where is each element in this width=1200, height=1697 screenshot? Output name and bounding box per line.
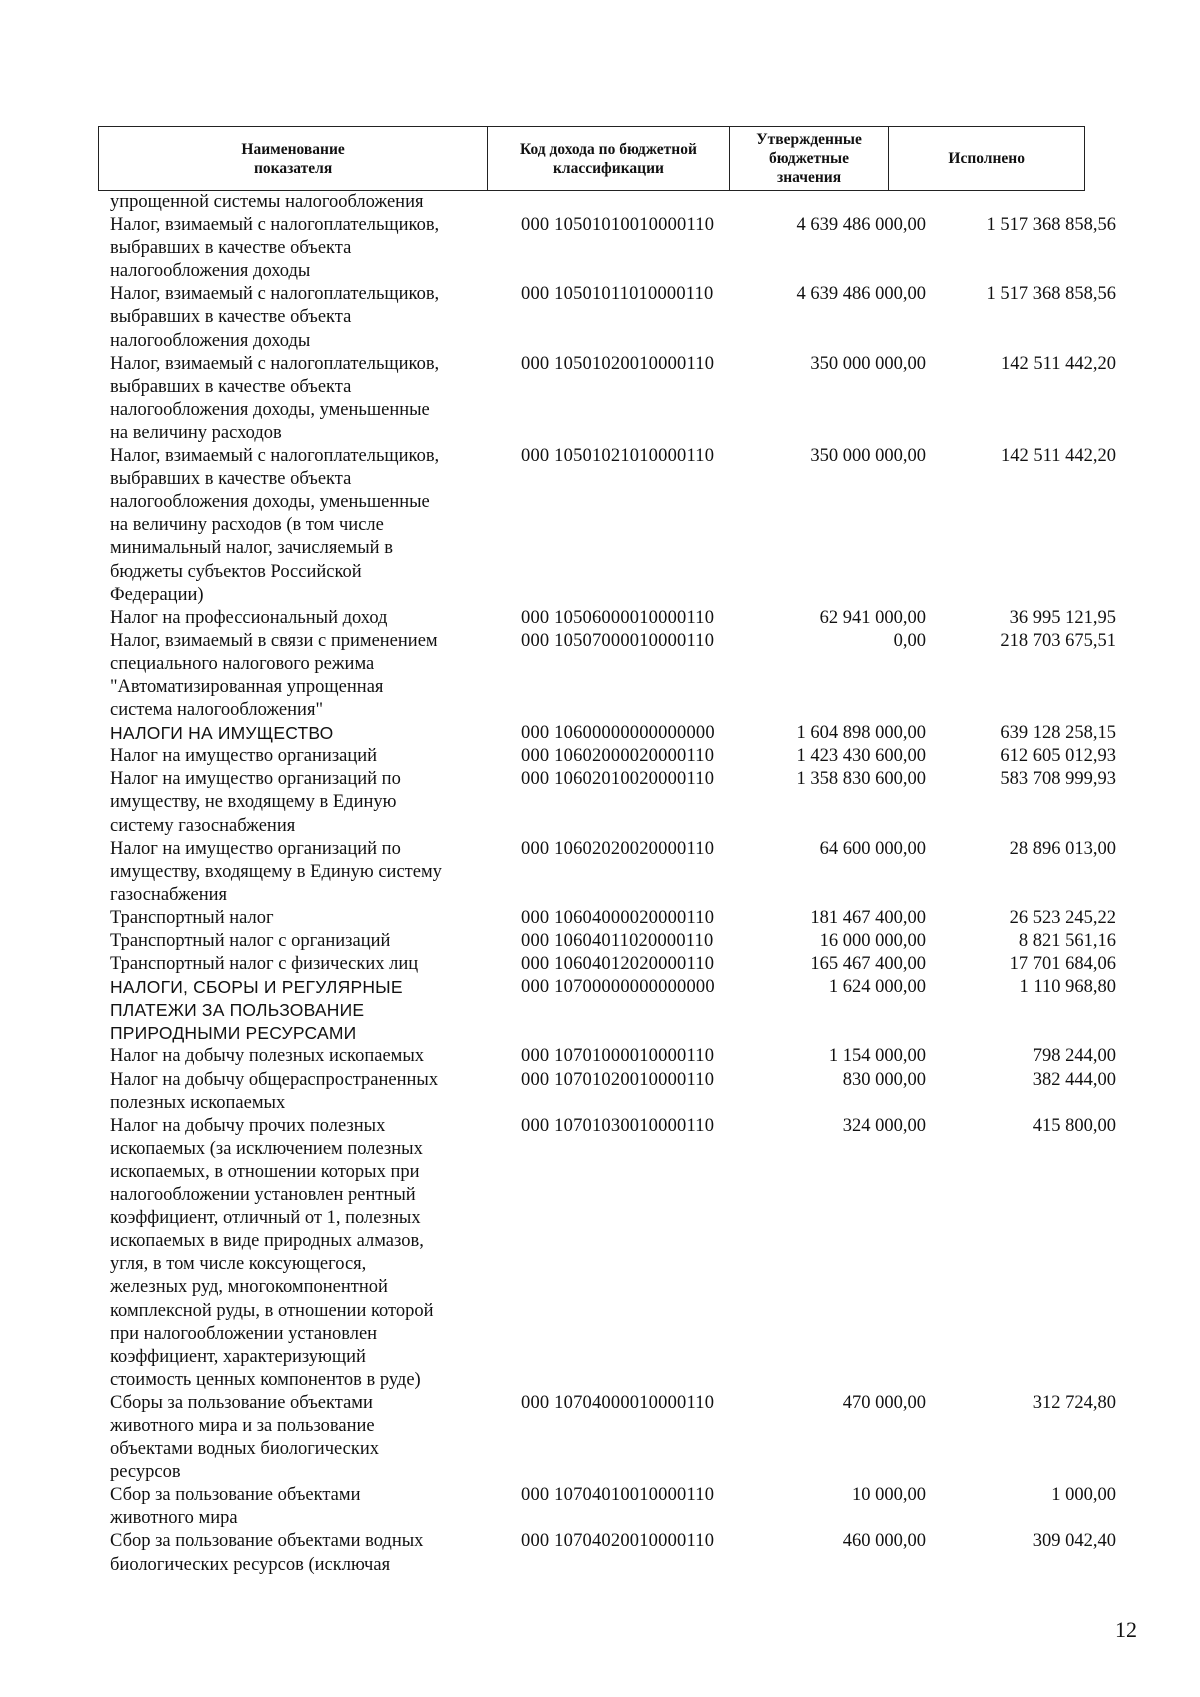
row-approved-value: 64 600 000,00: [819, 838, 926, 859]
row-indicator-name: [110, 283, 515, 352]
row-name-line: налогообложения доходы, уменьшенные: [110, 492, 430, 513]
table-row: [110, 353, 1120, 445]
row-executed-value: 798 244,00: [1032, 1046, 1116, 1067]
row-name-line: Налог, взимаемый с налогоплательщиков,: [110, 353, 440, 374]
row-indicator-name: [110, 630, 515, 722]
table-row: [110, 768, 1120, 837]
row-name-line: комплексной руды, в отношении которой: [110, 1300, 434, 1321]
row-indicator-name: [110, 1484, 515, 1530]
table-row: [110, 630, 1120, 722]
row-approved-value: 324 000,00: [842, 1115, 926, 1136]
row-name-line: систему газоснабжения: [110, 815, 296, 836]
row-name-line: стоимость ценных компонентов в руде): [110, 1369, 421, 1390]
row-executed-value: 312 724,80: [1032, 1392, 1116, 1413]
row-indicator-name: [110, 745, 515, 768]
row-income-code: 000 10507000010000110: [521, 630, 715, 651]
row-name-line: железных руд, многокомпонентной: [110, 1277, 388, 1298]
row-name-line: выбравших в качестве объекта: [110, 376, 352, 397]
row-executed-value: 36 995 121,95: [1009, 607, 1116, 628]
row-indicator-name: [110, 1045, 515, 1068]
row-approved-value: 1 423 430 600,00: [796, 746, 926, 767]
row-income-code: 000 10602020020000110: [521, 838, 715, 859]
table-row: [110, 1115, 1120, 1392]
row-name-line: выбравших в качестве объекта: [110, 238, 352, 259]
table-row: [110, 1045, 1120, 1068]
row-executed-value: [926, 191, 1116, 214]
table-row: [110, 1069, 1120, 1115]
row-executed-value: 382 444,00: [1032, 1069, 1116, 1090]
row-name-line: имуществу, не входящему в Единую: [110, 792, 397, 813]
header-approved-column: [730, 127, 890, 190]
row-indicator-name: [110, 838, 515, 907]
row-name-line: Налог на профессиональный доход: [110, 607, 388, 628]
row-name-line: Транспортный налог: [110, 907, 274, 928]
table-row: [110, 953, 1120, 976]
row-executed-value: 26 523 245,22: [1009, 907, 1116, 928]
row-name-line: выбравших в качестве объекта: [110, 469, 352, 490]
row-name-line: Налог на добычу общераспространенных: [110, 1069, 439, 1090]
row-income-code: 000 10600000000000000: [521, 723, 715, 744]
row-name-line: угля, в том числе коксующегося,: [110, 1254, 367, 1275]
row-executed-value: 583 708 999,93: [1000, 769, 1116, 790]
row-name-line: Налог, взимаемый в связи с применением: [110, 630, 438, 651]
table-row: [110, 214, 1120, 283]
row-name-line: ПЛАТЕЖИ ЗА ПОЛЬЗОВАНИЕ: [110, 1000, 365, 1021]
header-executed-column: [889, 127, 1084, 190]
row-executed-value: 612 605 012,93: [1000, 746, 1116, 767]
row-indicator-name: [110, 191, 515, 214]
row-approved-value: 16 000 000,00: [819, 931, 926, 951]
table-row: [110, 745, 1120, 768]
row-name-line: на величину расходов (в том числе: [110, 515, 384, 536]
table-header: [98, 126, 1085, 191]
row-approved-value: 1 154 000,00: [828, 1046, 926, 1067]
row-name-line: система налогообложения": [110, 700, 324, 721]
table-row: [110, 722, 1120, 745]
row-name-line: бюджеты субъектов Российской: [110, 561, 362, 582]
row-income-code: 000 10704000010000110: [521, 1392, 715, 1413]
row-approved-value: 460 000,00: [842, 1531, 926, 1552]
table-row: [110, 1484, 1120, 1530]
row-name-line: Налог на добычу полезных ископаемых: [110, 1046, 425, 1067]
table-row: [110, 930, 1120, 953]
row-indicator-name: [110, 1530, 515, 1576]
row-name-line: животного мира: [110, 1508, 238, 1529]
table-row: [110, 607, 1120, 630]
page-number: 12: [1115, 1617, 1137, 1642]
row-name-line: Налог, взимаемый с налогоплательщиков,: [110, 446, 440, 467]
row-name-line: ископаемых в виде природных алмазов,: [110, 1231, 424, 1252]
header-code-line: Код дохода по бюджетной: [520, 140, 697, 158]
row-name-line: коэффициент, отличный от 1, полезных: [110, 1208, 421, 1229]
row-approved-value: 0,00: [893, 630, 926, 651]
row-income-code: 000 10501020010000110: [521, 353, 715, 374]
row-name-line: на величину расходов: [110, 422, 282, 443]
row-name-line: объектами водных биологических: [110, 1439, 380, 1460]
row-name-line: Налог, взимаемый с налогоплательщиков,: [110, 284, 440, 305]
row-name-line: ископаемых, в отношении которых при: [110, 1161, 420, 1182]
table-row: [110, 445, 1120, 607]
row-name-line: Сбор за пользование объектами: [110, 1485, 361, 1506]
row-name-line: налогообложении установлен рентный: [110, 1185, 416, 1206]
row-approved-value: 62 941 000,00: [819, 607, 926, 628]
row-executed-value: 1 517 368 858,56: [986, 215, 1116, 236]
row-name-line: специального налогового режима: [110, 653, 375, 674]
row-income-code: 000 10701000010000110: [521, 1046, 715, 1067]
row-indicator-name: [110, 1392, 515, 1484]
row-indicator-name: [110, 607, 515, 630]
row-income-code: 000 10704020010000110: [521, 1531, 715, 1552]
row-name-line: НАЛОГИ НА ИМУЩЕСТВО: [110, 723, 334, 744]
row-income-code: 000 10602000020000110: [521, 746, 715, 767]
row-approved-value: 4 639 486 000,00: [796, 215, 926, 236]
row-approved-value: 830 000,00: [842, 1069, 926, 1090]
row-indicator-name: [110, 1115, 515, 1392]
row-name-line: полезных ископаемых: [110, 1092, 286, 1113]
row-indicator-name: [110, 722, 515, 745]
row-name-line: минимальный налог, зачисляемый в: [110, 538, 393, 559]
row-income-code: 000 10701020010000110: [521, 1069, 715, 1090]
header-name-line: Наименование: [241, 140, 345, 158]
table-row: [110, 1392, 1120, 1484]
row-executed-value: 1 110 968,80: [1019, 977, 1116, 998]
table-body: [110, 191, 1120, 1577]
row-approved-value: 4 639 486 000,00: [796, 284, 926, 305]
table-row: [110, 191, 1120, 214]
row-approved-value: 470 000,00: [842, 1392, 926, 1413]
row-name-line: Налог на добычу прочих полезных: [110, 1115, 386, 1136]
row-name-line: Налог на имущество организаций по: [110, 769, 401, 790]
table-row: [110, 838, 1120, 907]
row-executed-value: 1 000,00: [1051, 1485, 1116, 1506]
table-row: [110, 976, 1120, 1045]
row-name-line: газоснабжения: [110, 884, 228, 905]
row-name-line: Налог на имущество организаций по: [110, 838, 401, 859]
row-approved-value: 350 000 000,00: [810, 446, 926, 467]
header-name-column: [99, 127, 488, 190]
header-approved-line: Утвержденные: [756, 131, 862, 148]
row-name-line: Сборы за пользование объектами: [110, 1392, 373, 1413]
row-executed-value: 415 800,00: [1032, 1115, 1116, 1136]
row-indicator-name: [110, 930, 515, 953]
row-name-line: имуществу, входящему в Единую систему: [110, 861, 442, 882]
header-code-column: [488, 127, 730, 190]
row-name-line: налогообложения доходы: [110, 261, 311, 282]
row-executed-value: 142 511 442,20: [1001, 353, 1116, 374]
row-executed-value: 8 821 561,16: [1018, 931, 1116, 951]
row-indicator-name: [110, 768, 515, 837]
row-name-line: НАЛОГИ, СБОРЫ И РЕГУЛЯРНЫЕ: [110, 977, 403, 998]
row-executed-value: 28 896 013,00: [1009, 838, 1116, 859]
header-name-line: показателя: [253, 159, 333, 177]
row-executed-value: 142 511 442,20: [1001, 446, 1116, 467]
header-executed-line: Исполнено: [948, 150, 1025, 167]
row-name-line: "Автоматизированная упрощенная: [110, 676, 384, 697]
header-approved-line: бюджетные: [769, 150, 850, 167]
table-row: [110, 907, 1120, 930]
row-income-code: 000 10501011010000110: [521, 284, 714, 305]
header-code-line: классификации: [552, 159, 664, 177]
row-name-line: налогообложения доходы, уменьшенные: [110, 399, 430, 420]
row-name-line: упрощенной системы налогообложения: [110, 192, 424, 212]
row-indicator-name: [110, 353, 515, 445]
row-income-code: 000 10604012020000110: [521, 954, 715, 975]
row-name-line: ПРИРОДНЫМИ РЕСУРСАМИ: [110, 1023, 357, 1044]
row-income-code: 000 10501021010000110: [521, 446, 715, 467]
row-approved-value: 10 000,00: [852, 1485, 926, 1506]
row-income-code: 000 10700000000000000: [521, 977, 715, 998]
row-indicator-name: [110, 907, 515, 930]
row-name-line: Сбор за пользование объектами водных: [110, 1531, 424, 1552]
row-executed-value: 17 701 684,06: [1009, 954, 1116, 975]
row-approved-value: 165 467 400,00: [810, 954, 926, 975]
table-row: [110, 283, 1120, 352]
row-name-line: биологических ресурсов (исключая: [110, 1554, 391, 1575]
row-approved-value: 350 000 000,00: [810, 353, 926, 374]
row-indicator-name: [110, 953, 515, 976]
row-income-code: 000 10501010010000110: [521, 215, 715, 236]
row-name-line: при налогообложении установлен: [110, 1323, 378, 1344]
row-approved-value: [741, 191, 926, 214]
header-approved-line: значения: [776, 169, 842, 186]
row-approved-value: 1 624 000,00: [828, 977, 926, 998]
row-name-line: налогообложения доходы: [110, 330, 311, 351]
row-executed-value: 218 703 675,51: [1000, 630, 1116, 651]
row-name-line: Транспортный налог с организаций: [110, 931, 391, 951]
row-name-line: коэффициент, характеризующий: [110, 1346, 366, 1367]
row-executed-value: 639 128 258,15: [1000, 723, 1116, 744]
row-name-line: ресурсов: [110, 1462, 181, 1483]
table-row: [110, 1530, 1120, 1576]
row-name-line: ископаемых (за исключением полезных: [110, 1138, 423, 1159]
row-approved-value: 1 358 830 600,00: [796, 769, 926, 790]
row-name-line: Налог, взимаемый с налогоплательщиков,: [110, 215, 440, 236]
row-executed-value: 1 517 368 858,56: [986, 284, 1116, 305]
row-income-code: 000 10604011020000110: [521, 931, 714, 951]
row-income-code: [515, 191, 741, 214]
row-indicator-name: [110, 976, 515, 1045]
row-approved-value: 181 467 400,00: [810, 907, 926, 928]
row-name-line: Налог на имущество организаций: [110, 746, 378, 767]
row-name-line: Федерации): [110, 584, 204, 605]
row-indicator-name: [110, 214, 515, 283]
row-name-line: животного мира и за пользование: [110, 1415, 375, 1436]
row-income-code: 000 10704010010000110: [521, 1485, 715, 1506]
row-income-code: 000 10602010020000110: [521, 769, 715, 790]
row-income-code: 000 10506000010000110: [521, 607, 715, 628]
row-indicator-name: [110, 445, 515, 607]
row-approved-value: 1 604 898 000,00: [796, 723, 926, 744]
row-income-code: 000 10701030010000110: [521, 1115, 715, 1136]
row-executed-value: 309 042,40: [1032, 1531, 1116, 1552]
row-name-line: выбравших в качестве объекта: [110, 307, 352, 328]
row-indicator-name: [110, 1069, 515, 1115]
row-name-line: Транспортный налог с физических лиц: [110, 954, 419, 975]
row-income-code: 000 10604000020000110: [521, 907, 715, 928]
